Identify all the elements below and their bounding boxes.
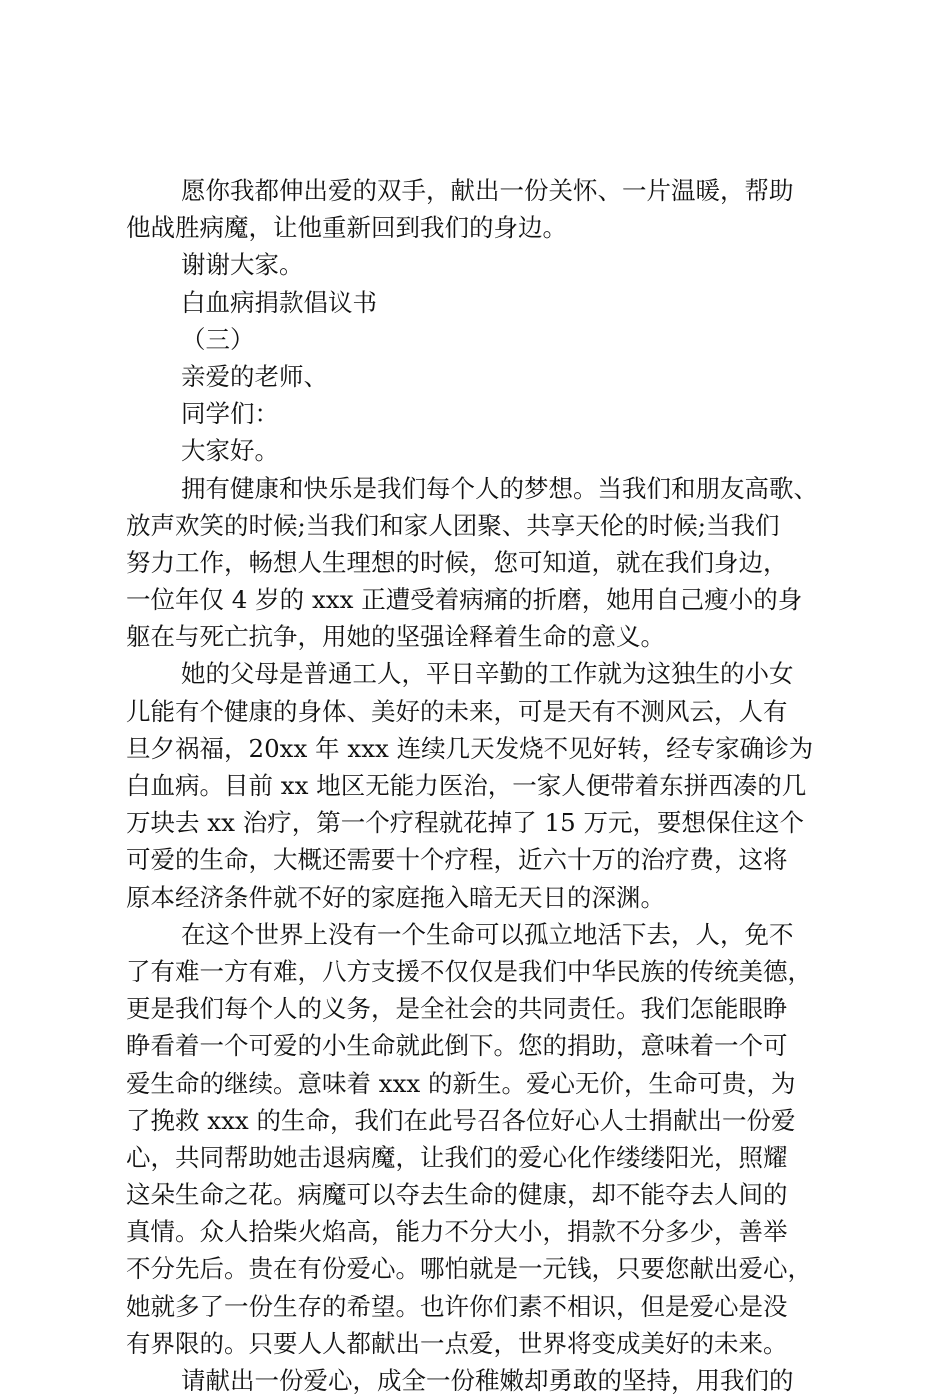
text-line: 可爱的生命，大概还需要十个疗程，近六十万的治疗费，这将	[126, 845, 788, 875]
text-line: 躯在与死亡抗争，用她的坚强诠释着生命的意义。	[126, 622, 665, 652]
text-line: 谢谢大家。	[181, 250, 304, 280]
text-line: 这朵生命之花。病魔可以夺去生命的健康，却不能夺去人间的	[126, 1180, 788, 1210]
text-line: 有界限的。只要人人都献出一点爱，世界将变成美好的未来。	[126, 1328, 788, 1358]
text-line: 努力工作，畅想人生理想的时候，您可知道，就在我们身边，	[126, 547, 788, 577]
text-line: 他战胜病魔，让他重新回到我们的身边。	[126, 213, 567, 243]
text-line: 不分先后。贵在有份爱心。哪怕就是一元钱，只要您献出爱心，	[126, 1254, 812, 1284]
text-line: 她的父母是普通工人，平日辛勤的工作就为这独生的小女	[181, 659, 794, 689]
text-line: 真情。众人拾柴火焰高，能力不分大小，捐款不分多少，善举	[126, 1217, 788, 1247]
section-number: （三）	[181, 324, 255, 354]
salutation: 亲爱的老师、	[181, 361, 328, 391]
section-title: 白血病捐款倡议书	[181, 287, 377, 317]
text-line: 在这个世界上没有一个生命可以孤立地活下去，人，免不	[181, 919, 794, 949]
text-line: 儿能有个健康的身体、美好的未来，可是天有不测风云，人有	[126, 696, 788, 726]
text-line: 爱生命的继续。意味着 xxx 的新生。爱心无价，生命可贵，为	[126, 1068, 796, 1098]
document-page	[126, 172, 841, 1399]
text-line: 万块去 xx 治疗，第一个疗程就花掉了 15 万元，要想保住这个	[126, 808, 804, 838]
text-line: 白血病。目前 xx 地区无能力医治，一家人便带着东拼西凑的几	[126, 771, 807, 800]
text-line: 更是我们每个人的义务，是全社会的共同责任。我们怎能眼睁	[126, 994, 788, 1024]
text-line: 旦夕祸福，20xx 年 xxx 连续几天发烧不见好转，经专家确诊为	[126, 733, 814, 763]
greeting: 大家好。	[181, 436, 279, 466]
text-line: 原本经济条件就不好的家庭拖入暗无天日的深渊。	[126, 882, 665, 912]
text-line: 拥有健康和快乐是我们每个人的梦想。当我们和朋友高歌、	[181, 473, 818, 503]
text-line: 了挽救 xxx 的生命，我们在此号召各位好心人士捐献出一份爱	[126, 1105, 796, 1135]
text-line: 了有难一方有难，八方支援不仅仅是我们中华民族的传统美德，	[126, 956, 812, 986]
text-line: 睁看着一个可爱的小生命就此倒下。您的捐助，意味着一个可	[126, 1031, 788, 1061]
text-line: 一位年仅 4 岁的 xxx 正遭受着病痛的折磨，她用自己瘦小的身	[126, 585, 803, 615]
salutation: 同学们：	[181, 399, 279, 429]
text-line: 心，共同帮助她击退病魔，让我们的爱心化作缕缕阳光，照耀	[126, 1142, 788, 1172]
text-line: 放声欢笑的时候;当我们和家人团聚、共享天伦的时候;当我们	[126, 510, 780, 540]
text-line: 她就多了一份生存的希望。也许你们素不相识，但是爱心是没	[126, 1291, 788, 1321]
text-line: 愿你我都伸出爱的双手，献出一份关怀、一片温暖，帮助	[181, 176, 794, 205]
text-line: 请献出一份爱心，成全一份稚嫩却勇敢的坚持，用我们的	[181, 1366, 794, 1395]
